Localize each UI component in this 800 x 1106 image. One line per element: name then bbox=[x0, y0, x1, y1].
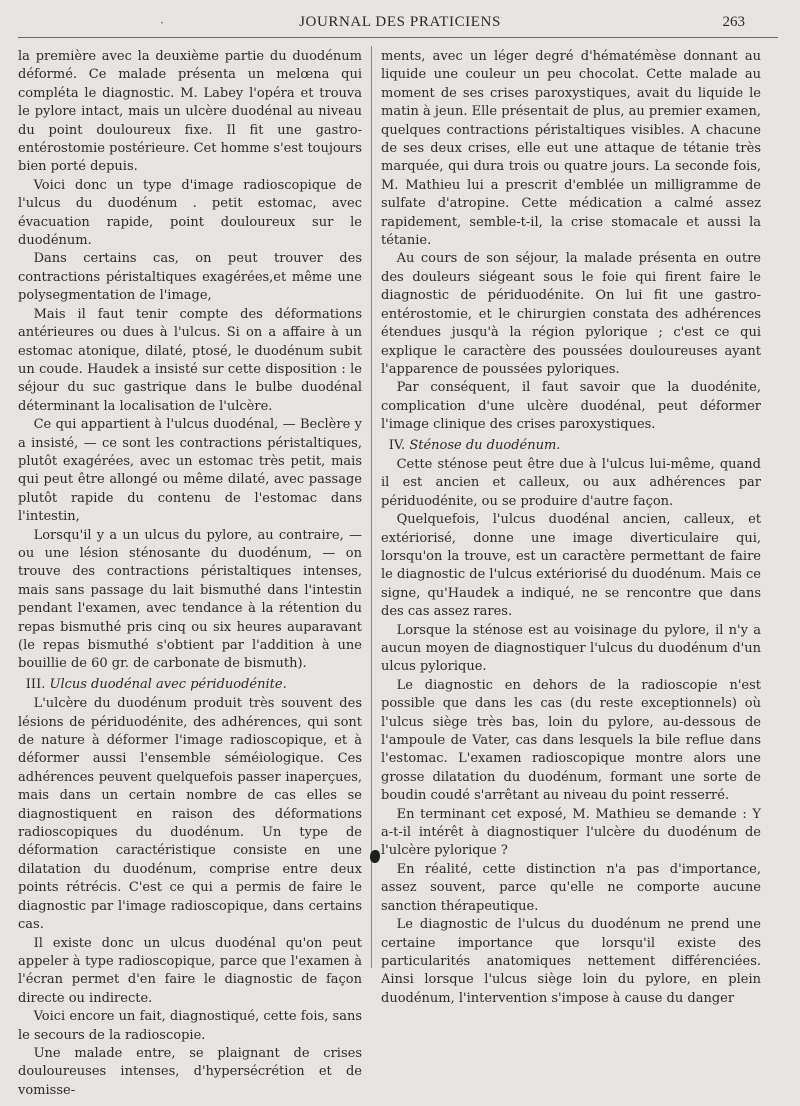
paragraph: Dans certains cas, on peut trouver des contractions péristaltiques exagérées,et même une polysegmentation de l'image, bbox=[18, 251, 362, 304]
paragraph: la première avec la deuxième partie du duodénum déformé. Ce malade présenta un melœna qui compléta le diagnostic. M. Labey l'opéra et trouva le pylore intact, mais un ulcère duodénal au niveau du point douloureux fixe. Il fit une gastro-entérostomie postérieure. Cet homme s'est toujours bien porté depuis. bbox=[18, 49, 362, 175]
paragraph: Par conséquent, il faut savoir que la duodénite, complication d'une ulcère duodénal, peut déformer l'image clinique des crises paroxystiques. bbox=[381, 380, 761, 433]
header-dot: · bbox=[160, 16, 164, 30]
header-rule bbox=[18, 37, 778, 38]
running-title: JOURNAL DES PRATICIENS bbox=[299, 14, 501, 30]
paragraph: En réalité, cette distinction n'a pas d'importance, assez souvent, parce qu'elle ne comporte aucune sanction thérapeutique. bbox=[381, 861, 761, 914]
paragraph: En terminant cet exposé, M. Mathieu se demande : Y a-t-il intérêt à diagnostiquer l'ulcère du duodénum de l'ulcère pylorique ? bbox=[381, 806, 761, 859]
column-divider bbox=[371, 46, 372, 968]
left-column bbox=[18, 48, 362, 1100]
section-heading bbox=[381, 437, 761, 455]
right-column bbox=[381, 48, 761, 1008]
paragraph: Voici encore un fait, diagnostiqué, cette fois, sans le secours de la radioscopie. bbox=[18, 1009, 362, 1043]
paragraph: Cette sténose peut être due à l'ulcus lui-même, quand il est ancien et calleux, ou aux adhérences par périduodénite, ou se produire d'autre façon. bbox=[381, 456, 761, 509]
ink-blot bbox=[370, 850, 380, 863]
paragraph: Le diagnostic en dehors de la radioscopie n'est possible que dans les cas (du reste exceptionnels) où l'ulcus siège très bas, loin du pylore, au-dessous de l'ampoule de Vater, cas dans lesquels la bile reflue dans l'estomac. L'examen radioscopique montre alors une grosse dilatation du duodénum, formant une sorte de boudin coudé s'arrêtant au niveau du point resserré. bbox=[381, 677, 761, 804]
section-title: Sténose du duodénum. bbox=[409, 437, 561, 453]
paragraph: Une malade entre, se plaignant de crises douloureuses intenses, d'hypersécrétion et de vomisse- bbox=[18, 1045, 362, 1098]
paragraph: ments, avec un léger degré d'hématémèse donnant au liquide une couleur un peu chocolat. Cette malade au moment de ses crises paroxystiques, avait du liquide le matin à jeun. Elle présentait de plus, au premier examen, quelques contractions péristaltiques visibles. A chacune de ses deux crises, elle eut une attaque de tétanie très marquée, qui dura trois ou quatre jours. La seconde fois, M. Mathieu lui a prescrit d'emblée un milligramme de sulfate d'atropine. Cette médication a calmé assez rapidement, semble-t-il, la crise stomacale et aussi la tétanie. bbox=[381, 49, 761, 249]
paragraph: Voici donc un type d'image radioscopique de l'ulcus du duodénum . petit estomac, avec évacuation rapide, point douloureux sur le duodénum. bbox=[18, 177, 362, 249]
paragraph: Au cours de son séjour, la malade présenta en outre des douleurs siégeant sous le foie qui firent faire le diagnostic de périduodénite. On lui fit une gastro-entérostomie, et le chirurgien constata des adhérences étendues jusqu'à la région pylorique ; c'est ce qui explique le caractère des poussées douloureuses ayant l'apparence de poussées pyloriques. bbox=[381, 251, 761, 377]
section-heading bbox=[18, 676, 362, 694]
section-number: IV. bbox=[388, 437, 406, 453]
section-number: III. bbox=[25, 676, 46, 692]
paragraph: Lorsque la sténose est au voisinage du pylore, il n'y a aucun moyen de diagnostiquer l'ulcus du duodénum d'un ulcus pylorique. bbox=[381, 622, 761, 675]
page-number: 263 bbox=[722, 14, 745, 30]
paragraph: Le diagnostic de l'ulcus du duodénum ne prend une certaine importance que lorsqu'il existe des particularités anatomiques nettement différenciées. Ainsi lorsque l'ulcus siège loin du pylore, en plein duodénum, l'intervention s'impose à cause du danger bbox=[381, 917, 761, 1006]
page-header bbox=[0, 10, 800, 34]
section-title: Ulcus duodénal avec périduodénite. bbox=[49, 676, 287, 692]
paragraph: Mais il faut tenir compte des déformations antérieures ou dues à l'ulcus. Si on a affaire à un estomac atonique, dilaté, ptosé, le duodénum subit un coude. Haudek a insisté sur cette disposition : le séjour du suc gastrique dans le bulbe duodénal déterminant la localisation de l'ulcère. bbox=[18, 306, 362, 414]
paragraph: Il existe donc un ulcus duodénal qu'on peut appeler à type radioscopique, parce que l'examen à l'écran permet d'en faire le diagnostic de façon directe ou indirecte. bbox=[18, 935, 362, 1006]
paragraph: L'ulcère du duodénum produit très souvent des lésions de périduodénite, des adhérences, qui sont de nature à déformer l'image radioscopique, et à déformer aussi l'ensemble séméiologique. Ces adhérences peuvent quelquefois passer inaperçues, mais dans un certain nombre de cas elles se diagnostiquent en raison des déformations radioscopiques du duodénum. Un type de déformation caractéristique consiste en une dilatation du duodénum, comprise entre deux points rétrécis. C'est ce qui a permis de faire le diagnostic par l'image radioscopique, dans certains cas. bbox=[18, 696, 362, 933]
paragraph: Quelquefois, l'ulcus duodénal ancien, calleux, et extériorisé, donne une image diverticulaire qui, lorsqu'on la trouve, est un caractère permettant de faire le diagnostic de l'ulcus extériorisé du duodénum. Mais ce signe, qu'Haudek a indiqué, ne se rencontre que dans des cas assez rares. bbox=[381, 512, 761, 620]
paragraph: Lorsqu'il y a un ulcus du pylore, au contraire, — ou une lésion sténosante du duodénum, — on trouve des contractions péristaltiques intenses, mais sans passage du lait bismuthé dans l'intestin pendant l'examen, avec tendance à la rétention du repas bismuthé pris cinq ou six heures auparavant (le repas bismuthé s'obtient par l'addition à une bouillie de 60 gr. de carbonate de bismuth). bbox=[18, 527, 362, 672]
paragraph: Ce qui appartient à l'ulcus duodénal, — Beclère y a insisté, — ce sont les contractions péristaltiques, plutôt exagérées, avec un estomac très petit, mais qui peut être allongé ou même dilaté, avec passage plutôt rapide du contenu de l'estomac dans l'intestin, bbox=[18, 417, 362, 525]
